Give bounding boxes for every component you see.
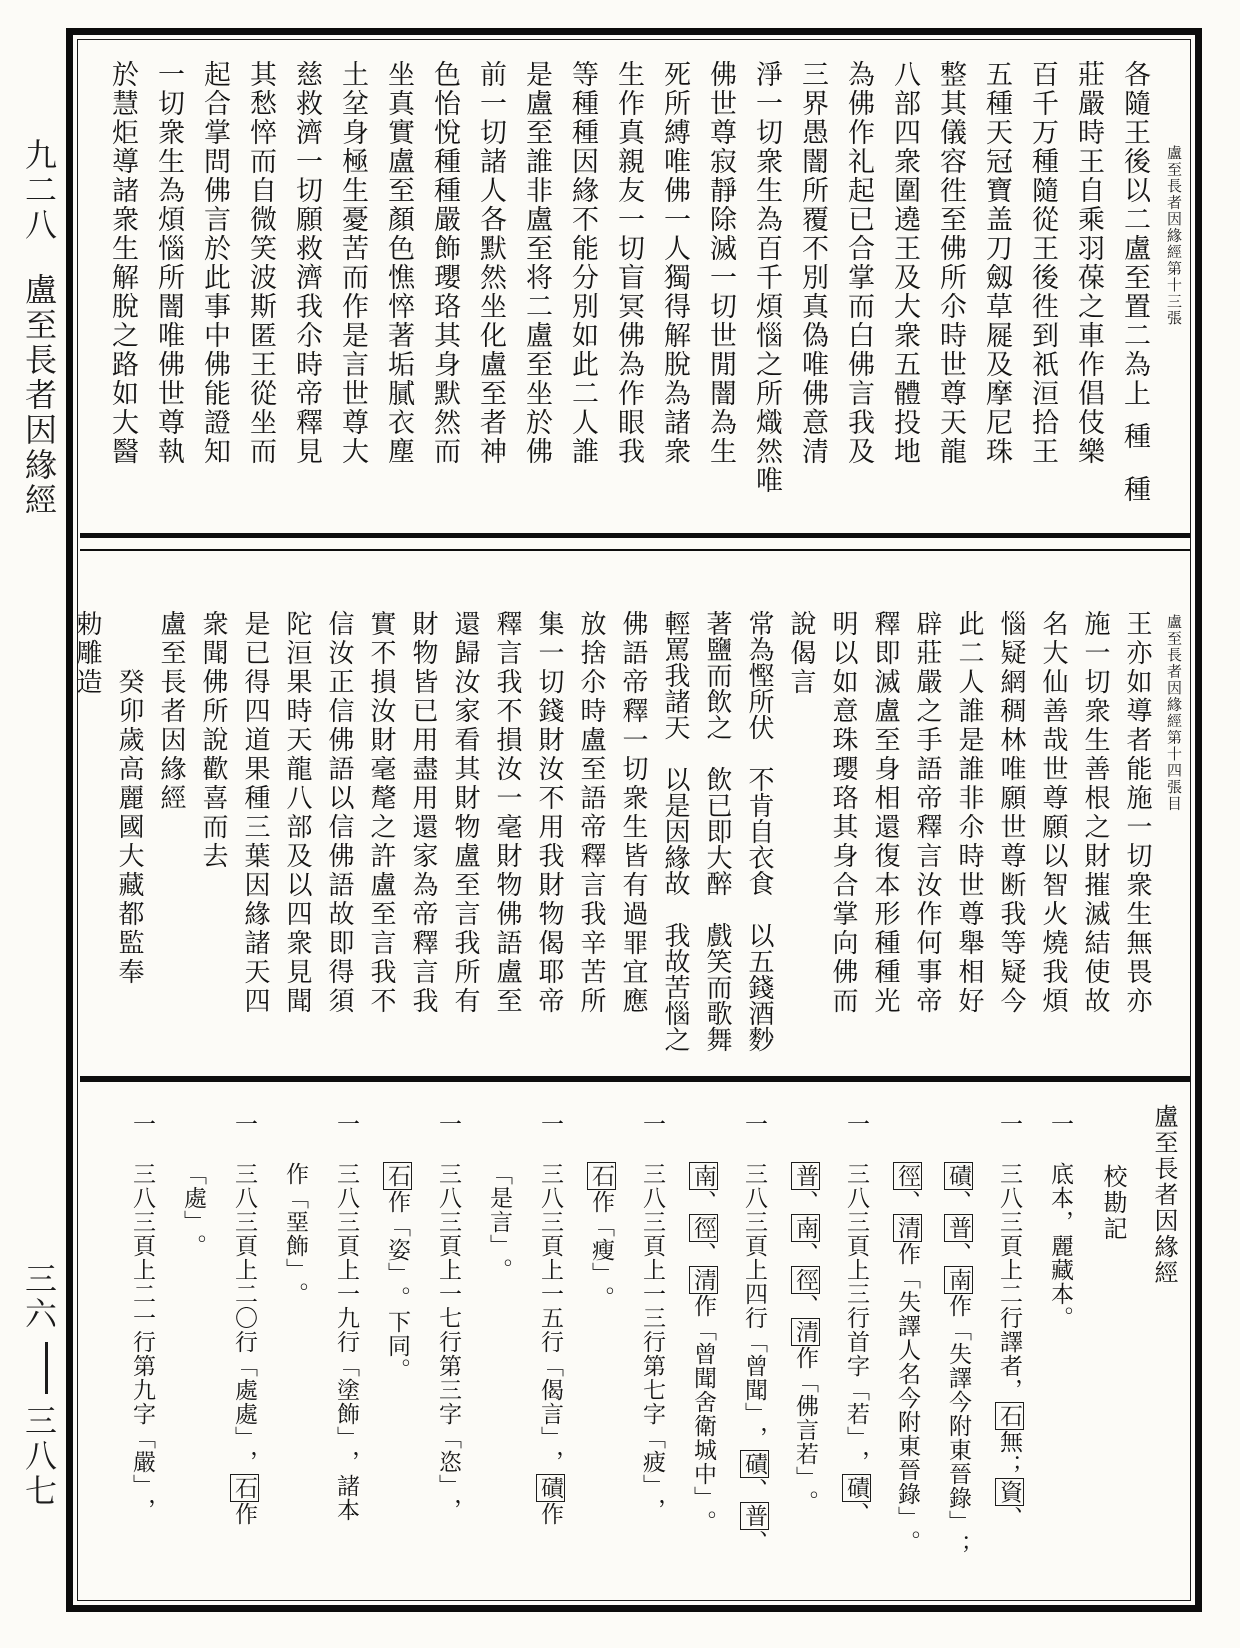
text-column [822, 610, 864, 1066]
section-divider-1-thin [80, 549, 1190, 551]
text-run: 坐真實盧至顏色憔悴著垢膩衣塵 [384, 60, 414, 466]
text-run: 前一切諸人各默然坐化盧至者神 [476, 60, 506, 466]
edition-siglum: 徑 [895, 1164, 920, 1188]
text-run: 、 [895, 1190, 920, 1214]
text-run: 輕罵我諸天 以是因緣故 我故苦惱之 [661, 610, 690, 1052]
text-run: 惱疑網稠林唯願世尊断我等疑今 [997, 610, 1026, 1016]
edition-siglum: 磧 [742, 1452, 767, 1476]
verse-column [654, 610, 696, 1066]
text-column [100, 60, 146, 526]
text-run: 、 [691, 1190, 716, 1214]
text-column [276, 610, 318, 1066]
sutra-text-block-page-14 [73, 610, 1188, 1066]
text-run: ﹁處﹂。 [181, 1162, 206, 1258]
text-column [882, 60, 928, 526]
text-run: 三八三頁上二行譯者， [997, 1162, 1022, 1402]
note-bullet: 一 [844, 1112, 869, 1136]
text-run: 作﹁瘦﹂。 [589, 1190, 614, 1310]
edition-siglum: 清 [691, 1268, 716, 1292]
text-run: 財物皆已用盡用還家為帝釋言我 [409, 610, 438, 1016]
text-column [422, 60, 468, 526]
text-run: 癸卯歲高麗國大藏都監奉 [115, 668, 144, 987]
margin-sutra-title: 盧至長者因緣經 [21, 273, 57, 518]
text-column [1074, 610, 1116, 1066]
text-run: 八部四衆圍遶王及大衆五體投地 [890, 60, 920, 466]
text-column [882, 1100, 933, 1605]
text-run: 三八三頁上一九行﹁塗飾﹂，諸本 [334, 1162, 359, 1522]
text-run: 說偈言 [787, 610, 816, 697]
text-run: 、 [844, 1502, 869, 1526]
section-divider-2 [80, 1076, 1190, 1082]
edition-siglum: 普 [946, 1216, 971, 1240]
text-column [423, 1100, 474, 1605]
text-run: 明以如意珠瓔珞其身合掌向佛而 [829, 610, 858, 1016]
text-run: 、 [742, 1478, 767, 1502]
text-run: 起合掌問佛言於此事中佛能證知 [200, 60, 230, 466]
text-run: 釋言我不損汝一毫財物佛語盧至 [493, 610, 522, 1016]
text-run: 土坌身極生憂苦而作是言世尊大 [338, 60, 368, 466]
text-run: 名大仙善哉世尊願以智火燒我煩 [1039, 610, 1068, 1016]
text-column [321, 1100, 372, 1605]
edition-siglum: 石 [589, 1164, 614, 1188]
note-bullet: 一 [1048, 1112, 1073, 1136]
text-column [360, 610, 402, 1066]
text-column [1112, 60, 1158, 526]
edition-siglum: 南 [946, 1268, 971, 1292]
edition-siglum: 徑 [793, 1268, 818, 1292]
text-run: 等種種因緣不能分別如此二人誰 [568, 60, 598, 466]
text-run: 還歸汝家看其財物盧至言我所有 [451, 610, 480, 1016]
text-run: 佛語帝釋一切衆生皆有過罪宜應 [619, 610, 648, 1016]
edition-siglum: 南 [793, 1216, 818, 1240]
margin-page-numbers [10, 1262, 68, 1622]
text-column [192, 610, 234, 1066]
text-run: 五種天冠寶盖刀劔草屣及摩尼珠 [982, 60, 1012, 466]
end-title-column [150, 610, 192, 1066]
text-run: 佛世尊寂靜除滅一切世閒闇為生 [706, 60, 736, 466]
text-run: 是已得四道果種三葉因緣諸天四 [241, 610, 270, 1016]
text-column [928, 60, 974, 526]
text-run: 、 [793, 1190, 818, 1214]
edition-siglum: 徑 [691, 1216, 716, 1240]
text-column [514, 60, 560, 526]
note-bullet: 一 [997, 1112, 1022, 1136]
text-run: 盧至長者因緣經 [157, 610, 186, 813]
text-run: 種 [1120, 422, 1150, 451]
text-run: 、 [691, 1242, 716, 1266]
note-bullet: 一 [742, 1112, 767, 1136]
text-run: ﹁是言﹂。 [487, 1162, 512, 1282]
text-run: 淨一切衆生為百千煩惱之所熾然唯 [752, 60, 782, 495]
text-column [402, 610, 444, 1066]
edition-siglum: 普 [742, 1504, 767, 1528]
text-run: 作﹁失譯人名今附東晉錄﹂。 [895, 1242, 920, 1554]
text-run: 三八三頁上三行首字﹁若﹂， [844, 1162, 869, 1474]
text-run: 釋即滅盧至身相還復本形種種光 [871, 610, 900, 1016]
text-run: 三八三頁上四行﹁曾聞﹂， [742, 1162, 767, 1450]
edition-siglum: 資 [997, 1480, 1022, 1504]
colophon-column [108, 610, 150, 1066]
text-column [486, 610, 528, 1066]
text-column [570, 610, 612, 1066]
text-run: 作﹁堊飾﹂。 [283, 1162, 308, 1306]
text-run: 三八三頁上一五行﹁偈言﹂， [538, 1162, 563, 1474]
text-run: 作﹁姿﹂。下同。 [385, 1190, 410, 1382]
text-column [468, 60, 514, 526]
text-column [744, 60, 790, 526]
margin-volume-title [10, 138, 68, 1238]
text-column [284, 60, 330, 526]
text-run: 作﹁佛言若﹂。 [793, 1346, 818, 1514]
text-run: 著鹽而飲之 飲已即大醉 戲笑而歌舞 [703, 610, 732, 1052]
text-column [234, 610, 276, 1066]
text-run: 作 [538, 1502, 563, 1526]
text-column [1035, 1100, 1086, 1605]
text-run: 勅雕造 [73, 610, 102, 697]
text-column [330, 60, 376, 526]
text-column [836, 60, 882, 526]
text-run: 百千万種隨從王後徃到祇洹拾王 [1028, 60, 1058, 466]
text-column [1020, 60, 1066, 526]
text-run: 、 [997, 1506, 1022, 1530]
text-run: 生作真親友一切盲冥佛為作眼我 [614, 60, 644, 466]
text-run: 作﹁曾聞舍衛城中﹂。 [691, 1294, 716, 1534]
collation-title [1137, 1100, 1188, 1605]
margin-volume-number: 九二八 [21, 138, 57, 243]
margin-dash [45, 1342, 48, 1394]
text-run: 三八三頁上二一行第九字﹁嚴﹂， [130, 1162, 155, 1522]
text-run: 信汝正信佛語以信佛語故即得須 [325, 610, 354, 1016]
text-run: 盧至長者因緣經 [1150, 1104, 1176, 1286]
text-run: 放捨尒時盧至語帝釋言我辛苦所 [577, 610, 606, 1016]
text-column [1032, 610, 1074, 1066]
text-run: 此二人誰是誰非尒時世尊舉相好 [955, 610, 984, 1016]
page-marker-note [1158, 60, 1188, 526]
edition-siglum: 磧 [844, 1476, 869, 1500]
text-column [790, 60, 836, 526]
text-column [318, 610, 360, 1066]
note-bullet: 一 [640, 1112, 665, 1136]
text-column [933, 1100, 984, 1605]
text-run: 盧至長者因緣經第十四張目 [1165, 614, 1181, 812]
text-run: 其愁悴而自微笑波斯匿王從坐而 [246, 60, 276, 466]
text-run: 、 [742, 1530, 767, 1554]
text-column [146, 60, 192, 526]
text-run: 整其儀容徃至佛所尒時世尊天龍 [936, 60, 966, 466]
section-divider-1 [80, 533, 1190, 538]
text-column [990, 610, 1032, 1066]
text-column [729, 1100, 780, 1605]
text-column [1066, 60, 1112, 526]
text-column [219, 1100, 270, 1605]
text-run: 三八三頁上二〇行﹁處處﹂， [232, 1162, 257, 1474]
text-run: 種 [1120, 475, 1150, 504]
collation-subtitle [1086, 1100, 1137, 1605]
edition-siglum: 普 [793, 1164, 818, 1188]
text-column [372, 1100, 423, 1605]
text-column [698, 60, 744, 526]
text-run: 、 [946, 1242, 971, 1266]
text-column [528, 610, 570, 1066]
text-column [270, 1100, 321, 1605]
text-column [168, 1100, 219, 1605]
text-run: 三界愚闇所覆不別真偽唯佛意清 [798, 60, 828, 466]
text-run: 是盧至誰非盧至将二盧至坐於佛 [522, 60, 552, 466]
text-run: 莊嚴時王自乘羽葆之車作倡伎樂 [1074, 60, 1104, 466]
margin-page-right: 三八七 [21, 1404, 57, 1509]
text-column [444, 610, 486, 1066]
text-run: 色怡悅種種嚴飾瓔珞其身默然而 [430, 60, 460, 466]
text-column [652, 60, 698, 526]
note-bullet: 一 [232, 1112, 257, 1136]
text-column [238, 60, 284, 526]
colophon-column [66, 610, 108, 1066]
text-column [612, 610, 654, 1066]
text-run: 實不損汝財毫氂之許盧至言我不 [367, 610, 396, 1016]
note-bullet: 一 [436, 1112, 461, 1136]
text-run: 一切衆生為煩惱所闇唯佛世尊執 [154, 60, 184, 466]
text-column [984, 1100, 1035, 1605]
text-column [678, 1100, 729, 1605]
text-run: 三八三頁上一七行第三字﹁恣﹂， [436, 1162, 461, 1522]
note-bullet: 一 [334, 1112, 359, 1136]
text-run: 衆聞佛所說歡喜而去 [199, 610, 228, 871]
text-column [474, 1100, 525, 1605]
edition-siglum: 石 [232, 1476, 257, 1500]
text-run: 底本，麗藏本。 [1048, 1162, 1073, 1330]
text-run: 辟莊嚴之手語帝釋言汝作何事帝 [913, 610, 942, 1016]
text-run: 慈救濟一切願救濟我尒時帝釋見 [292, 60, 322, 466]
edition-siglum: 磧 [538, 1476, 563, 1500]
edition-siglum: 清 [895, 1216, 920, 1240]
text-column [606, 60, 652, 526]
edition-siglum: 石 [997, 1404, 1022, 1428]
verse-column [738, 610, 780, 1066]
text-column [525, 1100, 576, 1605]
text-column [627, 1100, 678, 1605]
text-column [376, 60, 422, 526]
text-column [906, 610, 948, 1066]
text-run: 作﹁失譯今附東晉錄﹂； [946, 1294, 971, 1558]
text-run: 為佛作礼起已合掌而白佛言我及 [844, 60, 874, 466]
text-run: 盧至長者因緣經第十三張 [1165, 145, 1181, 327]
text-run: 各隨王後以二盧至置二為上 [1120, 60, 1150, 408]
text-run: 常為慳所伏 不肯自衣食 以五錢酒麨 [745, 610, 774, 1052]
text-column [948, 610, 990, 1066]
text-run: 王亦如導者能施一切衆生無畏亦 [1123, 610, 1152, 1016]
text-column [576, 1100, 627, 1605]
text-column [974, 60, 1020, 526]
text-run: 、 [793, 1294, 818, 1318]
text-run: 於慧炬導諸衆生解脫之路如大醫 [108, 60, 138, 466]
verse-column [696, 610, 738, 1066]
page-marker-note [1158, 610, 1188, 1066]
text-column [1116, 610, 1158, 1066]
text-run: 死所縛唯佛一人獨得解脫為諸衆 [660, 60, 690, 466]
note-bullet: 一 [130, 1112, 155, 1136]
text-run: 陀洹果時天龍八部及以四衆見聞 [283, 610, 312, 1016]
text-column [780, 610, 822, 1066]
text-run: 施一切衆生善根之財摧滅結使故 [1081, 610, 1110, 1016]
text-run: 無； [997, 1430, 1022, 1478]
text-column [192, 60, 238, 526]
text-column [560, 60, 606, 526]
note-bullet: 一 [538, 1112, 563, 1136]
text-column [864, 610, 906, 1066]
text-run: 集一切錢財汝不用我財物偈耶帝 [535, 610, 564, 1016]
text-column [780, 1100, 831, 1605]
edition-siglum: 石 [385, 1164, 410, 1188]
collation-notes-block [84, 1100, 1188, 1605]
text-run: 、 [793, 1242, 818, 1266]
edition-siglum: 磧 [946, 1164, 971, 1188]
text-run: 校勘記 [1099, 1164, 1125, 1242]
text-run: 三八三頁上一三行第七字﹁疲﹂， [640, 1162, 665, 1522]
edition-siglum: 南 [691, 1164, 716, 1188]
sutra-text-block-page-13 [84, 60, 1188, 526]
edition-siglum: 清 [793, 1320, 818, 1344]
text-column [117, 1100, 168, 1605]
text-run: 作 [232, 1502, 257, 1526]
text-run: 、 [946, 1190, 971, 1214]
margin-page-left: 三六 [21, 1262, 57, 1332]
text-column [831, 1100, 882, 1605]
